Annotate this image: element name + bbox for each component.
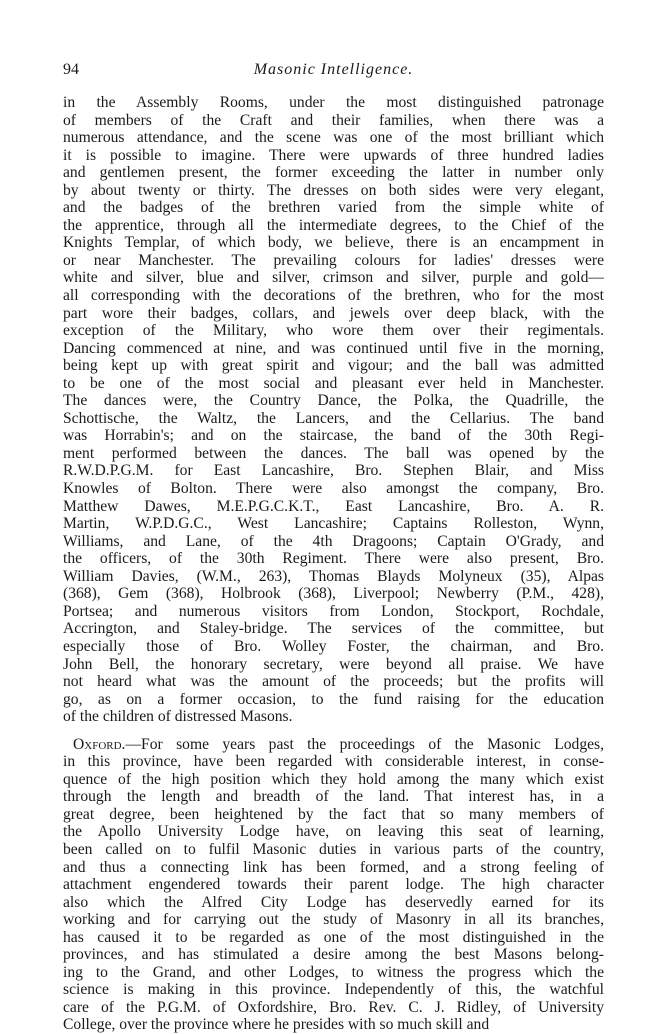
line-text: white and silver, blue and silver, crimson and silver, purple and gold— [63, 269, 604, 287]
text-line [63, 462, 604, 480]
line-text: and gentlemen present, the former exceeding the latter in number only [63, 164, 604, 182]
text-line [63, 322, 604, 340]
line-text: all corresponding with the decorations of the brethren, who for the most [63, 287, 604, 305]
line-text: of members of the Craft and their families, when there was a [63, 111, 604, 129]
line-text: Knights Templar, of which body, we believe, there is an encampment in [63, 234, 604, 252]
text-line [63, 771, 604, 789]
text-line [63, 305, 604, 323]
text-line [63, 823, 604, 841]
text-line [63, 841, 604, 859]
line-text: the Apollo University Lodge have, on leaving this seat of learning, [63, 823, 604, 841]
page-number: 94 [63, 61, 79, 78]
text-line [63, 217, 604, 235]
line-text: working and for carrying out the study of Masonry in all its branches, [63, 911, 604, 929]
text-line [63, 498, 604, 516]
text-line [63, 287, 604, 305]
text-line [63, 981, 604, 999]
line-text: —For some years past the proceedings of the Masonic Lodges, [125, 735, 604, 753]
text-line [63, 929, 604, 947]
text-line [63, 445, 604, 463]
paragraph-gap [63, 726, 604, 736]
line-text: go, as on a former occasion, to the fund raising for the education [63, 690, 604, 708]
text-line [63, 234, 604, 252]
text-line [63, 147, 604, 165]
text-line [63, 708, 604, 726]
line-text: provinces, and has stimulated a desire among the best Masons belong- [63, 946, 604, 964]
text-line [63, 894, 604, 912]
section-lead: Oxford. [73, 735, 126, 753]
article-body [63, 94, 604, 1034]
text-line [63, 182, 604, 200]
text-line [63, 375, 604, 393]
line-text: the apprentice, through all the intermediate degrees, to the Chief of the [63, 216, 604, 234]
line-text: especially those of Bro. Wolley Foster, the chairman, and Bro. [63, 637, 604, 655]
line-text: Knowles of Bolton. There were also amongst the company, Bro. [63, 480, 604, 498]
line-text: The dances were, the Country Dance, the Polka, the Quadrille, the [63, 392, 604, 410]
text-line [63, 859, 604, 877]
line-text: numerous attendance, and the scene was one of the most brilliant which [63, 129, 604, 147]
line-text: Matthew Dawes, M.E.P.G.C.K.T., East Lancashire, Bro. A. R. [63, 497, 604, 515]
line-text: great degree, been heightened by the fact that so many members of [63, 805, 604, 823]
line-text: and thus a connecting link has been formed, and a strong feeling of [63, 858, 604, 876]
text-line [63, 999, 604, 1017]
line-text: been called on to fulfil Masonic duties in various parts of the country, [63, 840, 604, 858]
line-text: also which the Alfred City Lodge has deservedly earned for its [63, 893, 604, 911]
text-line [63, 603, 604, 621]
text-line [63, 656, 604, 674]
line-text: ment performed between the dances. The ball was opened by the [63, 444, 604, 462]
line-text: ing to the Grand, and other Lodges, to witness the progress which the [63, 963, 604, 981]
text-line [63, 533, 604, 551]
line-text: through the length and breadth of the land. That interest has, in a [63, 788, 604, 806]
line-text: science is making in this province. Independently of this, the watchful [63, 981, 604, 999]
line-text: William Davies, (W.M., 263), Thomas Blayds Molyneux (35), Alpas [63, 567, 604, 585]
text-line [63, 515, 604, 533]
line-text: was Horrabin's; and on the staircase, the band of the 30th Regi- [63, 427, 604, 445]
line-text: it is possible to imagine. There were upwards of three hundred ladies [63, 146, 604, 164]
text-line [63, 691, 604, 709]
line-text: John Bell, the honorary secretary, were beyond all praise. We have [63, 655, 604, 673]
text-line [63, 94, 604, 112]
text-line [63, 427, 604, 445]
line-text: or near Manchester. The prevailing colours for ladies' dresses were [63, 251, 604, 269]
text-line [63, 788, 604, 806]
line-text: not heard what was the amount of the proceeds; but the profits will [63, 673, 604, 691]
line-text: Dancing commenced at nine, and was continued until five in the morning, [63, 339, 604, 357]
line-text: being kept up with great spirit and vigour; and the ball was admitted [63, 357, 604, 375]
line-text: College, over the province where he presides with so much skill and [63, 1016, 490, 1034]
text-line [63, 911, 604, 929]
line-text: the officers, of the 30th Regiment. There were also present, Bro. [63, 550, 604, 568]
line-text: Portsea; and numerous visitors from London, Stockport, Rochdale, [63, 602, 604, 620]
line-text: of the children of distressed Masons. [63, 708, 293, 726]
text-line [63, 550, 604, 568]
text-line [63, 946, 604, 964]
text-line [63, 585, 604, 603]
text-line [63, 568, 604, 586]
page-title: Masonic Intelligence. [253, 61, 414, 78]
paragraph [63, 94, 604, 726]
text-line [63, 673, 604, 691]
text-line [63, 638, 604, 656]
text-line [63, 357, 604, 375]
line-text: exception of the Military, who wore them over their regimentals. [63, 322, 604, 340]
text-line [63, 164, 604, 182]
line-text: in this province, have been regarded with considerable interest, in conse- [63, 753, 604, 771]
line-text: to be one of the most social and pleasant ever held in Manchester. [63, 374, 604, 392]
line-text: quence of the high position which they hold among the many which exist [63, 770, 604, 788]
line-text: part wore their badges, collars, and jewels over deep black, with the [63, 304, 604, 322]
line-text: Schottische, the Waltz, the Lancers, and the Cellarius. The band [63, 409, 604, 427]
line-text: (368), Gem (368), Holbrook (368), Liverpool; Newberry (P.M., 428), [63, 585, 604, 603]
text-line [63, 480, 604, 498]
line-text: in the Assembly Rooms, under the most distinguished patronage [63, 94, 604, 111]
text-line [63, 410, 604, 428]
running-head [63, 60, 604, 84]
text-line [63, 112, 604, 130]
text-line [63, 806, 604, 824]
line-text: Accrington, and Staley-bridge. The services of the committee, but [63, 620, 604, 638]
text-line [63, 129, 604, 147]
line-text: and the badges of the brethren varied from the simple white of [63, 199, 604, 217]
text-line [63, 736, 604, 754]
line-text: Martin, W.P.D.G.C., West Lancashire; Captains Rolleston, Wynn, [63, 515, 604, 533]
paragraph [63, 736, 604, 1034]
text-line [63, 1016, 604, 1034]
line-text: has caused it to be regarded as one of the most distinguished in the [63, 928, 604, 946]
line-text: R.W.D.P.G.M. for East Lancashire, Bro. Stephen Blair, and Miss [63, 462, 604, 480]
text-line [63, 964, 604, 982]
text-line [63, 392, 604, 410]
line-text: by about twenty or thirty. The dresses on both sides were very elegant, [63, 181, 604, 199]
line-text: Williams, and Lane, of the 4th Dragoons; Captain O'Grady, and [63, 532, 604, 550]
line-text: care of the P.G.M. of Oxfordshire, Bro. Rev. C. J. Ridley, of University [63, 998, 604, 1016]
text-line [63, 340, 604, 358]
text-line [63, 620, 604, 638]
line-text: attachment engendered towards their parent lodge. The high character [63, 876, 604, 894]
text-line [63, 876, 604, 894]
text-line [63, 199, 604, 217]
text-line [63, 269, 604, 287]
text-line [63, 753, 604, 771]
text-line [63, 252, 604, 270]
